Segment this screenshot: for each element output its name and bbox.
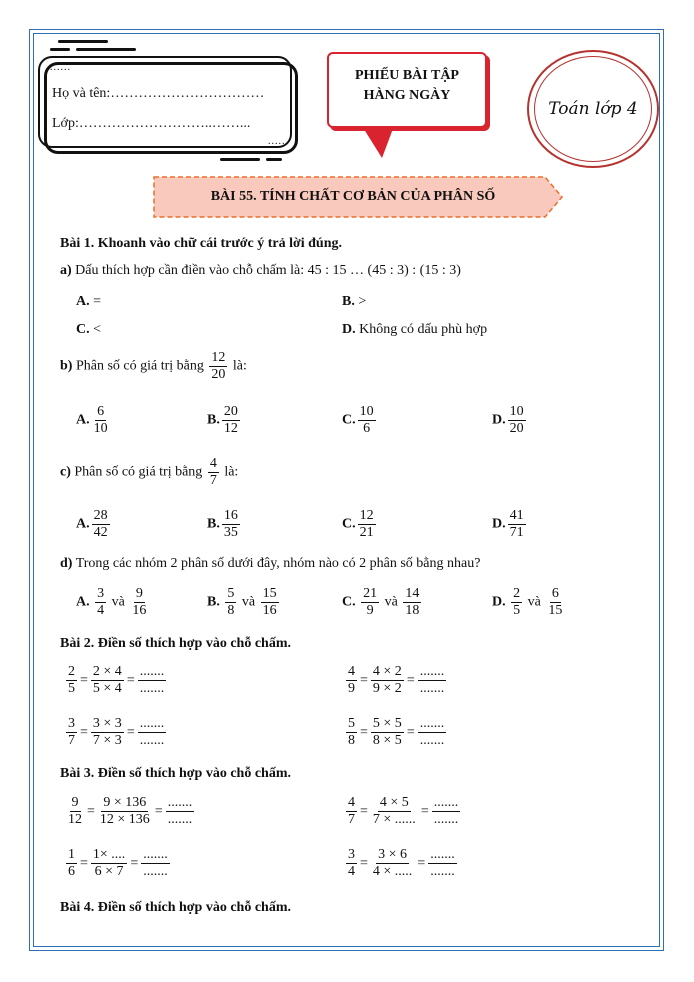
bai1-c-question: c) Phân số có giá trị bằng $\frac{4}{7}$ là: [60, 456, 239, 488]
decor-dash [58, 40, 108, 43]
bai2-heading: Bài 2. Điền số thích hợp vào chỗ chấm. [60, 636, 291, 651]
bai1-c-option-d[interactable]: D. $\frac{41}{71}$ [492, 508, 524, 540]
worksheet-badge [327, 52, 487, 128]
bai1-b-option-d[interactable]: D. $\frac{10}{20}$ [492, 404, 524, 436]
decor-dash [220, 158, 260, 161]
bai1-d-option-d[interactable]: D. $\frac{2}{5}$ và $\frac{6}{15}$ [492, 586, 563, 618]
bai1-b-option-b[interactable]: B. $\frac{20}{12}$ [207, 404, 238, 436]
decor-dash [76, 48, 136, 51]
decor-dots: ...... [50, 62, 71, 73]
bai1-d-option-c[interactable]: C. $\frac{21}{9}$ và $\frac{14}{18}$ [342, 586, 420, 618]
grade-label: Toán lớp 4 [534, 56, 652, 162]
decor-dash [50, 48, 70, 51]
decor-dots: ...... [268, 136, 289, 147]
info-box [44, 62, 298, 154]
bai2-equation-1[interactable]: $\frac{2}{5}$ = $\frac{2 \times 4}{5 \times 4}$ = ....... ....... [68, 664, 165, 696]
bai1-a-option-a[interactable]: A. = [76, 294, 102, 309]
bai1-a-question: a) Dấu thích hợp cần điền vào chỗ chấm là: 45 : 15 … (45 : 3) : (15 : 3) [60, 263, 461, 278]
fraction: $\frac{12}{20}$ [211, 350, 226, 382]
name-field[interactable]: Họ và tên:…………………………… [52, 86, 265, 101]
bai1-a-option-b[interactable]: B. > [342, 294, 367, 309]
badge-line-1: PHIẾU BÀI TẬP [355, 68, 459, 83]
bai1-a-option-c[interactable]: C. < [76, 322, 102, 337]
bai1-d-question: d) Trong các nhóm 2 phân số dưới đây, nhóm nào có 2 phân số bằng nhau? [60, 556, 481, 571]
bai4-heading: Bài 4. Điền số thích hợp vào chỗ chấm. [60, 900, 291, 915]
badge-line-2: HÀNG NGÀY [363, 88, 451, 103]
bai1-b-question: b) Phân số có giá trị bằng $\frac{12}{20}$ là: [60, 350, 247, 382]
bai1-c-option-c[interactable]: C. $\frac{12}{21}$ [342, 508, 374, 540]
page-title: BÀI 55. TÍNH CHẤT CƠ BẢN CỦA PHÂN SỐ [210, 189, 496, 204]
bai1-c-option-a[interactable]: A. $\frac{28}{42}$ [76, 508, 108, 540]
bai3-equation-3[interactable]: $\frac{1}{6}$ = $\frac{1\times ....}{6 \times 7}$ = ....... ....... [68, 847, 168, 879]
bai3-equation-4[interactable]: $\frac{3}{4}$ = $\frac{3 \times 6}{4 \times .....}$ = ....... ....... [348, 847, 455, 879]
bai1-heading: Bài 1. Khoanh vào chữ cái trước ý trả lời đúng. [60, 236, 342, 251]
bai1-d-option-b[interactable]: B. $\frac{5}{8}$ và $\frac{15}{16}$ [207, 586, 277, 618]
decor-dash [266, 158, 282, 161]
bai2-equation-2[interactable]: $\frac{4}{9}$ = $\frac{4 \times 2}{9 \times 2}$ = ....... ....... [348, 664, 445, 696]
bai3-equation-1[interactable]: $\frac{9}{12}$ = $\frac{9 \times 136}{12 \times 136}$ = ....... ....... [68, 795, 193, 827]
bai1-c-option-b[interactable]: B. $\frac{16}{35}$ [207, 508, 238, 540]
class-field[interactable]: Lớp:………………………..……... [52, 116, 251, 131]
bai1-a-option-d[interactable]: D. Không có dấu phù hợp [342, 322, 488, 337]
bai1-b-option-a[interactable]: A. $\frac{6}{10}$ [76, 404, 108, 436]
bai2-equation-4[interactable]: $\frac{5}{8}$ = $\frac{5 \times 5}{8 \times 5}$ = ....... ....... [348, 716, 445, 748]
fraction: $\frac{4}{7}$ [209, 456, 217, 488]
bai3-heading: Bài 3. Điền số thích hợp vào chỗ chấm. [60, 766, 291, 781]
bai1-d-option-a[interactable]: A. $\frac{3}{4}$ và $\frac{9}{16}$ [76, 586, 147, 618]
bai1-b-option-c[interactable]: C. $\frac{10}{6}$ [342, 404, 374, 436]
badge-tail [360, 126, 400, 160]
bai2-equation-3[interactable]: $\frac{3}{7}$ = $\frac{3 \times 3}{7 \times 3}$ = ....... ....... [68, 716, 165, 748]
bai3-equation-2[interactable]: $\frac{4}{7}$ = $\frac{4 \times 5}{7 \times ......}$ = ....... ....... [348, 795, 459, 827]
